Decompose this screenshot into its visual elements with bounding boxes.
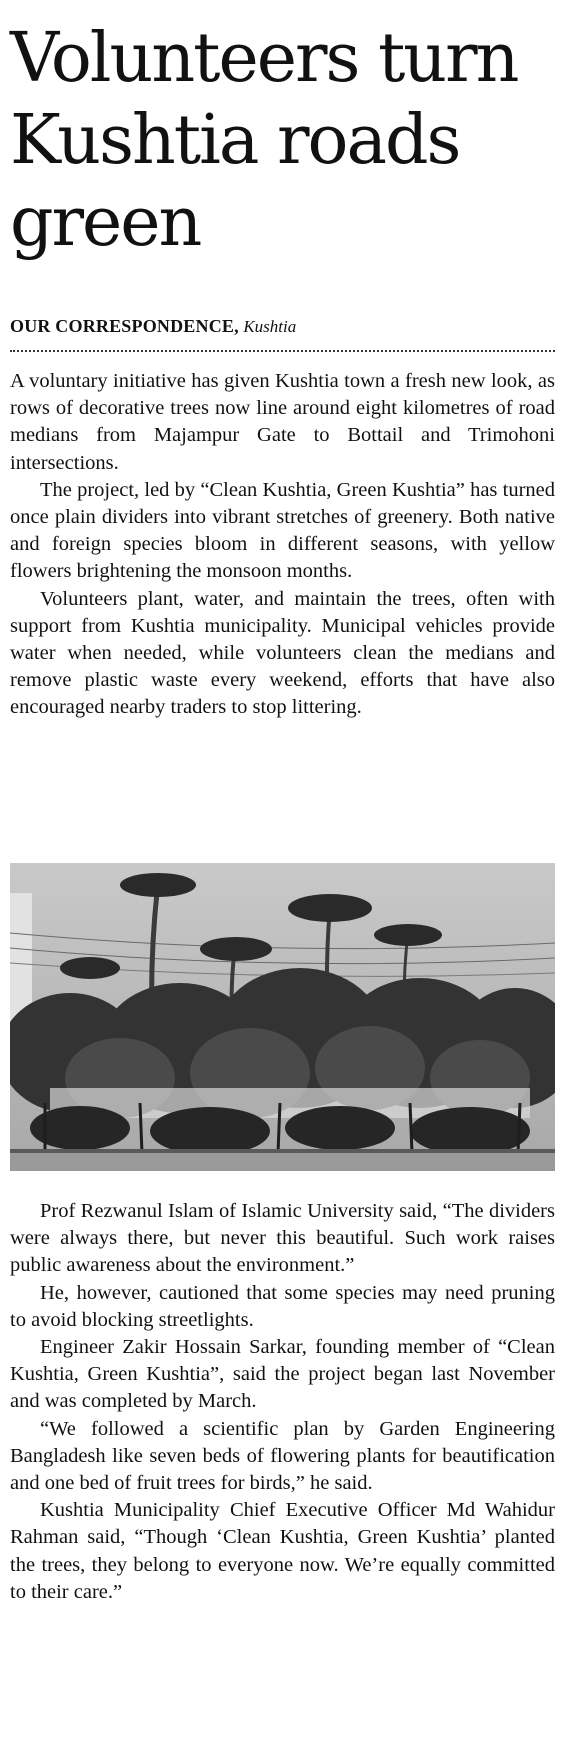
article-body-bottom [10, 1198, 555, 1606]
paragraph: Prof Rezwanul Islam of Islamic University said, “The dividers were always there, but never this beautiful. Such work raises public awareness about the environment.” [10, 1200, 555, 1277]
tree-median-photo [10, 863, 555, 1171]
article-body-top [10, 368, 555, 722]
paragraph: “We followed a scientific plan by Garden Engineering Bangladesh like seven beds of flowering plants for beautification and one bed of fruit trees for birds,” he said. [10, 1417, 555, 1495]
article-photo [10, 863, 555, 1171]
paragraph: He, however, cautioned that some species may need pruning to avoid blocking streetlights. [10, 1281, 555, 1331]
paragraph: Volunteers plant, water, and maintain the trees, often with support from Kushtia municipality. Municipal vehicles provide water when needed, while volunteers clean the medians and remove plastic waste every weekend, efforts that have also encouraged nearby traders to stop littering. [10, 587, 555, 719]
headline: Volunteers turn Kushtia roads green [10, 19, 518, 262]
byline-location: Kushtia [243, 317, 297, 336]
paragraph: The project, led by “Clean Kushtia, Green Kushtia” has turned once plain dividers into vibrant stretches of greenery. Both native and foreign species bloom in different seasons, with yellow flowers brightening the monsoon months. [10, 478, 555, 583]
paragraph: Engineer Zakir Hossain Sarkar, founding member of “Clean Kushtia, Green Kushtia”, said the project began last November and was completed by March. [10, 1336, 555, 1413]
byline [10, 316, 555, 337]
paragraph: A voluntary initiative has given Kushtia town a fresh new look, as rows of decorative trees now line around eight kilometres of road medians from Majampur Gate to Bottail and Trimohoni intersections. [10, 370, 555, 474]
byline-author: OUR CORRESPONDENCE, [10, 316, 239, 336]
dotted-divider [10, 350, 555, 352]
paragraph: Kushtia Municipality Chief Executive Officer Md Wahidur Rahman said, “Though ‘Clean Kushtia, Green Kushtia’ planted the trees, they belong to everyone now. We’re equally committed to their care.” [10, 1499, 555, 1603]
